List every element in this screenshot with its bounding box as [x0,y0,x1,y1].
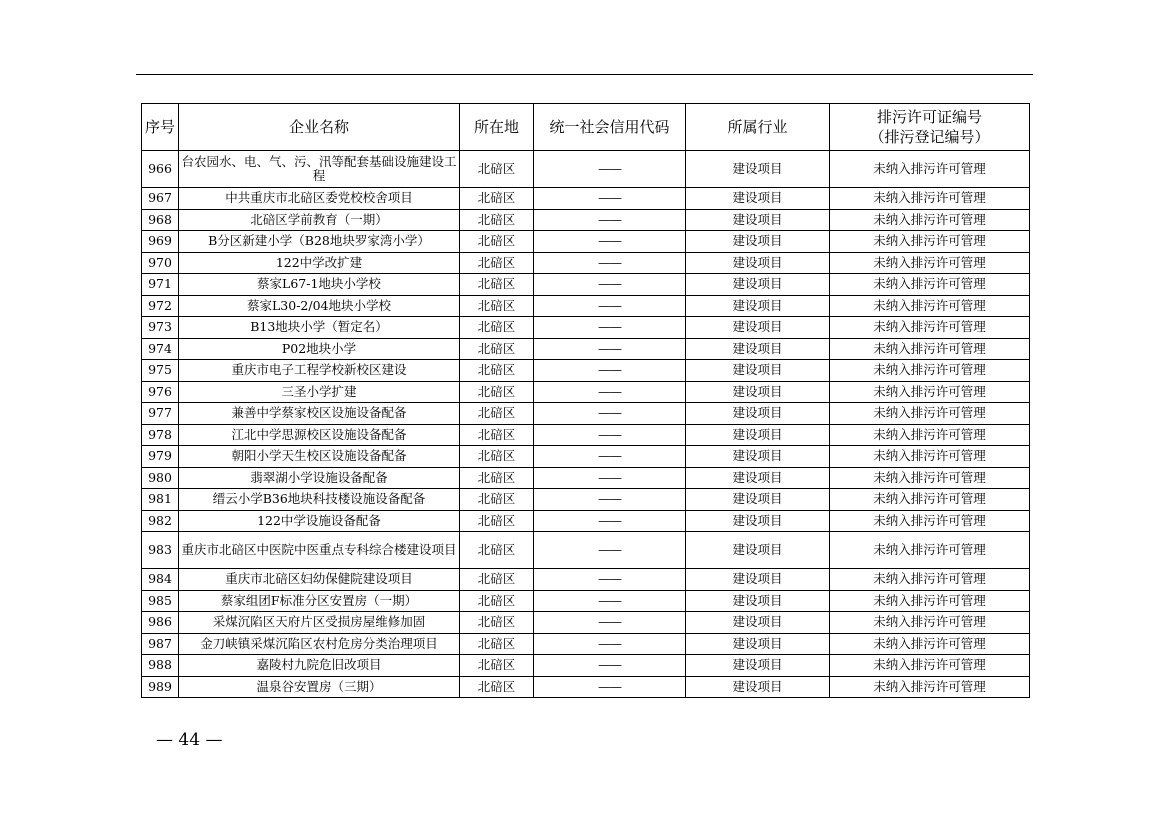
cell-location: 北碚区 [460,590,534,612]
cell-name: 蔡家组团F标准分区安置房（一期） [179,590,460,612]
cell-seq: 984 [142,569,179,591]
cell-credit-code: —— [534,424,686,446]
cell-permit: 未纳入排污许可管理 [830,612,1030,634]
cell-permit: 未纳入排污许可管理 [830,424,1030,446]
cell-seq: 981 [142,489,179,511]
cell-credit-code: —— [534,676,686,698]
cell-permit: 未纳入排污许可管理 [830,467,1030,489]
cell-credit-code: —— [534,381,686,403]
cell-name: 重庆市北碚区中医院中医重点专科综合楼建设项目 [179,532,460,569]
table-row [142,231,1030,253]
cell-seq: 987 [142,633,179,655]
cell-permit: 未纳入排污许可管理 [830,295,1030,317]
cell-location: 北碚区 [460,569,534,591]
cell-location: 北碚区 [460,360,534,382]
cell-industry: 建设项目 [686,467,830,489]
table-header-row [142,104,1030,151]
cell-industry: 建设项目 [686,274,830,296]
cell-permit: 未纳入排污许可管理 [830,317,1030,339]
cell-name: 122中学改扩建 [179,252,460,274]
table-row [142,252,1030,274]
cell-location: 北碚区 [460,295,534,317]
cell-location: 北碚区 [460,424,534,446]
table-row [142,403,1030,425]
cell-permit: 未纳入排污许可管理 [830,590,1030,612]
cell-permit: 未纳入排污许可管理 [830,569,1030,591]
cell-location: 北碚区 [460,633,534,655]
cell-credit-code: —— [534,612,686,634]
cell-location: 北碚区 [460,188,534,210]
cell-industry: 建设项目 [686,360,830,382]
cell-seq: 986 [142,612,179,634]
cell-permit: 未纳入排污许可管理 [830,274,1030,296]
cell-industry: 建设项目 [686,446,830,468]
table-row [142,467,1030,489]
cell-industry: 建设项目 [686,612,830,634]
cell-location: 北碚区 [460,151,534,188]
header-name: 企业名称 [179,104,460,151]
cell-industry: 建设项目 [686,489,830,511]
cell-seq: 980 [142,467,179,489]
table-row [142,317,1030,339]
cell-credit-code: —— [534,633,686,655]
cell-seq: 988 [142,655,179,677]
table-row [142,612,1030,634]
cell-location: 北碚区 [460,655,534,677]
table-row [142,655,1030,677]
cell-seq: 970 [142,252,179,274]
table-row [142,209,1030,231]
cell-name: 中共重庆市北碚区委党校校舍项目 [179,188,460,210]
table-row [142,633,1030,655]
enterprise-table [141,103,1030,698]
cell-seq: 983 [142,532,179,569]
cell-industry: 建设项目 [686,424,830,446]
header-permit-line1: 排污许可证编号 [876,108,982,126]
cell-permit: 未纳入排污许可管理 [830,510,1030,532]
cell-seq: 985 [142,590,179,612]
cell-seq: 989 [142,676,179,698]
cell-name: 三圣小学扩建 [179,381,460,403]
cell-permit: 未纳入排污许可管理 [830,633,1030,655]
cell-location: 北碚区 [460,446,534,468]
cell-industry: 建设项目 [686,231,830,253]
cell-location: 北碚区 [460,510,534,532]
cell-permit: 未纳入排污许可管理 [830,676,1030,698]
cell-name: 缙云小学B36地块科技楼设施设备配备 [179,489,460,511]
cell-name: 金刀峡镇采煤沉陷区农村危房分类治理项目 [179,633,460,655]
cell-industry: 建设项目 [686,381,830,403]
cell-name: 翡翠湖小学设施设备配备 [179,467,460,489]
cell-industry: 建设项目 [686,569,830,591]
cell-permit: 未纳入排污许可管理 [830,151,1030,188]
cell-industry: 建设项目 [686,151,830,188]
cell-permit: 未纳入排污许可管理 [830,252,1030,274]
cell-location: 北碚区 [460,676,534,698]
header-industry: 所属行业 [686,104,830,151]
cell-name: 122中学设施设备配备 [179,510,460,532]
cell-permit: 未纳入排污许可管理 [830,403,1030,425]
cell-industry: 建设项目 [686,317,830,339]
page-number: — 44 — [156,730,223,750]
cell-location: 北碚区 [460,274,534,296]
cell-industry: 建设项目 [686,510,830,532]
cell-seq: 976 [142,381,179,403]
cell-credit-code: —— [534,655,686,677]
cell-credit-code: —— [534,590,686,612]
cell-name: 江北中学思源校区设施设备配备 [179,424,460,446]
cell-credit-code: —— [534,151,686,188]
cell-industry: 建设项目 [686,590,830,612]
cell-name: 兼善中学蔡家校区设施设备配备 [179,403,460,425]
cell-credit-code: —— [534,317,686,339]
cell-seq: 978 [142,424,179,446]
cell-permit: 未纳入排污许可管理 [830,489,1030,511]
cell-credit-code: —— [534,295,686,317]
cell-credit-code: —— [534,403,686,425]
cell-credit-code: —— [534,338,686,360]
cell-name: 重庆市北碚区妇幼保健院建设项目 [179,569,460,591]
cell-permit: 未纳入排污许可管理 [830,338,1030,360]
table-row [142,510,1030,532]
header-permit-line2: （排污登记编号） [869,128,990,146]
cell-credit-code: —— [534,360,686,382]
cell-credit-code: —— [534,188,686,210]
cell-credit-code: —— [534,569,686,591]
cell-industry: 建设项目 [686,338,830,360]
cell-permit: 未纳入排污许可管理 [830,532,1030,569]
header-permit [830,104,1030,151]
cell-seq: 982 [142,510,179,532]
table-row [142,295,1030,317]
cell-name: P02地块小学 [179,338,460,360]
cell-name: 朝阳小学天生校区设施设备配备 [179,446,460,468]
table-row [142,489,1030,511]
cell-name: B分区新建小学（B28地块罗家湾小学） [179,231,460,253]
cell-credit-code: —— [534,231,686,253]
cell-credit-code: —— [534,489,686,511]
cell-permit: 未纳入排污许可管理 [830,655,1030,677]
cell-name: 采煤沉陷区天府片区受损房屋维修加固 [179,612,460,634]
cell-seq: 966 [142,151,179,188]
cell-name: 北碚区学前教育（一期） [179,209,460,231]
header-rule [136,74,1033,75]
cell-location: 北碚区 [460,338,534,360]
table-row [142,569,1030,591]
cell-seq: 971 [142,274,179,296]
cell-seq: 969 [142,231,179,253]
cell-seq: 968 [142,209,179,231]
cell-name: 台农园水、电、气、污、汛等配套基础设施建设工程 [179,151,460,188]
cell-industry: 建设项目 [686,252,830,274]
cell-permit: 未纳入排污许可管理 [830,446,1030,468]
cell-location: 北碚区 [460,252,534,274]
table-row [142,532,1030,569]
cell-seq: 972 [142,295,179,317]
cell-seq: 973 [142,317,179,339]
header-seq: 序号 [142,104,179,151]
cell-name: 蔡家L30-2/04地块小学校 [179,295,460,317]
cell-seq: 974 [142,338,179,360]
cell-seq: 975 [142,360,179,382]
cell-seq: 977 [142,403,179,425]
cell-permit: 未纳入排污许可管理 [830,231,1030,253]
table-row [142,274,1030,296]
cell-credit-code: —— [534,209,686,231]
cell-location: 北碚区 [460,532,534,569]
table-row [142,446,1030,468]
cell-location: 北碚区 [460,209,534,231]
cell-permit: 未纳入排污许可管理 [830,209,1030,231]
cell-seq: 979 [142,446,179,468]
cell-name: 温泉谷安置房（三期） [179,676,460,698]
cell-credit-code: —— [534,532,686,569]
cell-industry: 建设项目 [686,188,830,210]
header-location: 所在地 [460,104,534,151]
cell-seq: 967 [142,188,179,210]
cell-location: 北碚区 [460,317,534,339]
cell-credit-code: —— [534,252,686,274]
table-row [142,188,1030,210]
cell-credit-code: —— [534,446,686,468]
cell-credit-code: —— [534,274,686,296]
cell-location: 北碚区 [460,381,534,403]
cell-industry: 建设项目 [686,403,830,425]
table-body [142,151,1030,698]
cell-permit: 未纳入排污许可管理 [830,381,1030,403]
table-row [142,151,1030,188]
cell-location: 北碚区 [460,403,534,425]
cell-industry: 建设项目 [686,633,830,655]
table-row [142,381,1030,403]
cell-name: 蔡家L67-1地块小学校 [179,274,460,296]
cell-industry: 建设项目 [686,676,830,698]
cell-industry: 建设项目 [686,295,830,317]
cell-credit-code: —— [534,467,686,489]
table-row [142,338,1030,360]
cell-permit: 未纳入排污许可管理 [830,188,1030,210]
cell-location: 北碚区 [460,489,534,511]
cell-name: 嘉陵村九院危旧改项目 [179,655,460,677]
table-row [142,590,1030,612]
cell-location: 北碚区 [460,467,534,489]
cell-industry: 建设项目 [686,532,830,569]
cell-industry: 建设项目 [686,655,830,677]
cell-location: 北碚区 [460,612,534,634]
cell-credit-code: —— [534,510,686,532]
cell-name: B13地块小学（暂定名） [179,317,460,339]
cell-permit: 未纳入排污许可管理 [830,360,1030,382]
cell-industry: 建设项目 [686,209,830,231]
header-credit-code: 统一社会信用代码 [534,104,686,151]
cell-name: 重庆市电子工程学校新校区建设 [179,360,460,382]
cell-location: 北碚区 [460,231,534,253]
table-row [142,424,1030,446]
table-row [142,676,1030,698]
table-row [142,360,1030,382]
